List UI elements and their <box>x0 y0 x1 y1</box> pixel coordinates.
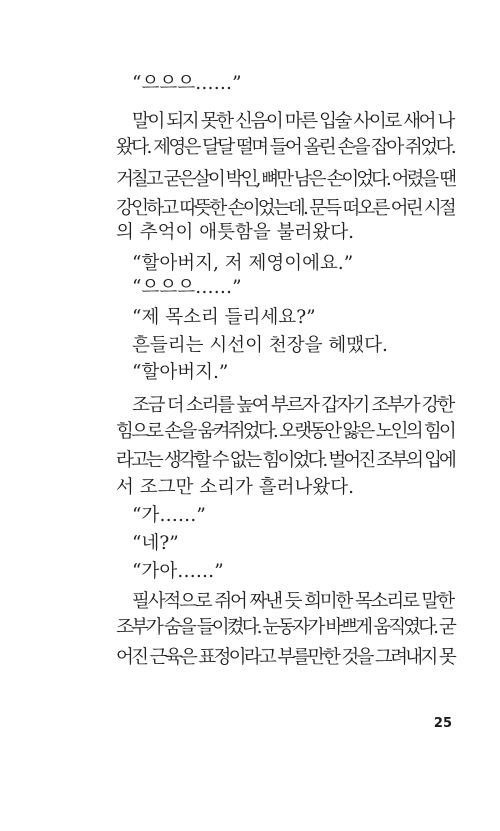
text-line: 조금 더 소리를 높여 부르자 갑자기 조부가 강한 <box>132 395 453 416</box>
text-line: 의 추억이 애틋함을 불러왔다. <box>116 222 354 243</box>
text-line: “으으으……” <box>132 73 242 94</box>
text-line: 흔들리는 시선이 천장을 헤맸다. <box>132 335 388 356</box>
text-line: 서 조그만 소리가 흘러나왔다. <box>116 477 354 498</box>
text-line: 필사적으로 쥐어 짜낸 듯 희미한 목소리로 말한 <box>132 591 453 612</box>
text-line: 말이 되지 못한 신음이 마른 입술 사이로 새어 나 <box>132 111 453 132</box>
text-line: “가아……” <box>132 561 224 582</box>
text-line: 어진 근육은 표정이라고 부를만한 것을 그려내지 못 <box>116 647 454 668</box>
text-line: “으으으……” <box>132 277 242 298</box>
text-line: 강인하고 따뜻한 손이었는데. 문득 떠오른 어린 시절 <box>116 198 454 219</box>
text-line: “할아버지, 저 제영이에요.” <box>132 253 354 274</box>
text-line: “제 목소리 들리세요?” <box>132 307 316 328</box>
text-line: 라고는 생각할 수 없는 힘이었다. 벌어진 조부의 입에 <box>116 450 454 471</box>
text-line: 거칠고 굳은살이 박인, 뼈만 남은 손이었다. 어렸을 땐 <box>116 169 455 190</box>
text-line: “네?” <box>132 533 179 554</box>
page-number: 25 <box>433 716 452 731</box>
text-line: “가……” <box>132 505 206 526</box>
text-line: “할아버지.” <box>132 362 229 383</box>
text-line: 왔다. 제영은 달달 떨며 들어 올린 손을 잡아 쥐었다. <box>116 137 454 158</box>
text-line: 힘으로 손을 움켜쥐었다. 오랫동안 앓은 노인의 힘이 <box>116 421 454 442</box>
text-line: 조부가 숨을 들이켰다. 눈동자가 바쁘게 움직였다. 굳 <box>116 617 454 638</box>
